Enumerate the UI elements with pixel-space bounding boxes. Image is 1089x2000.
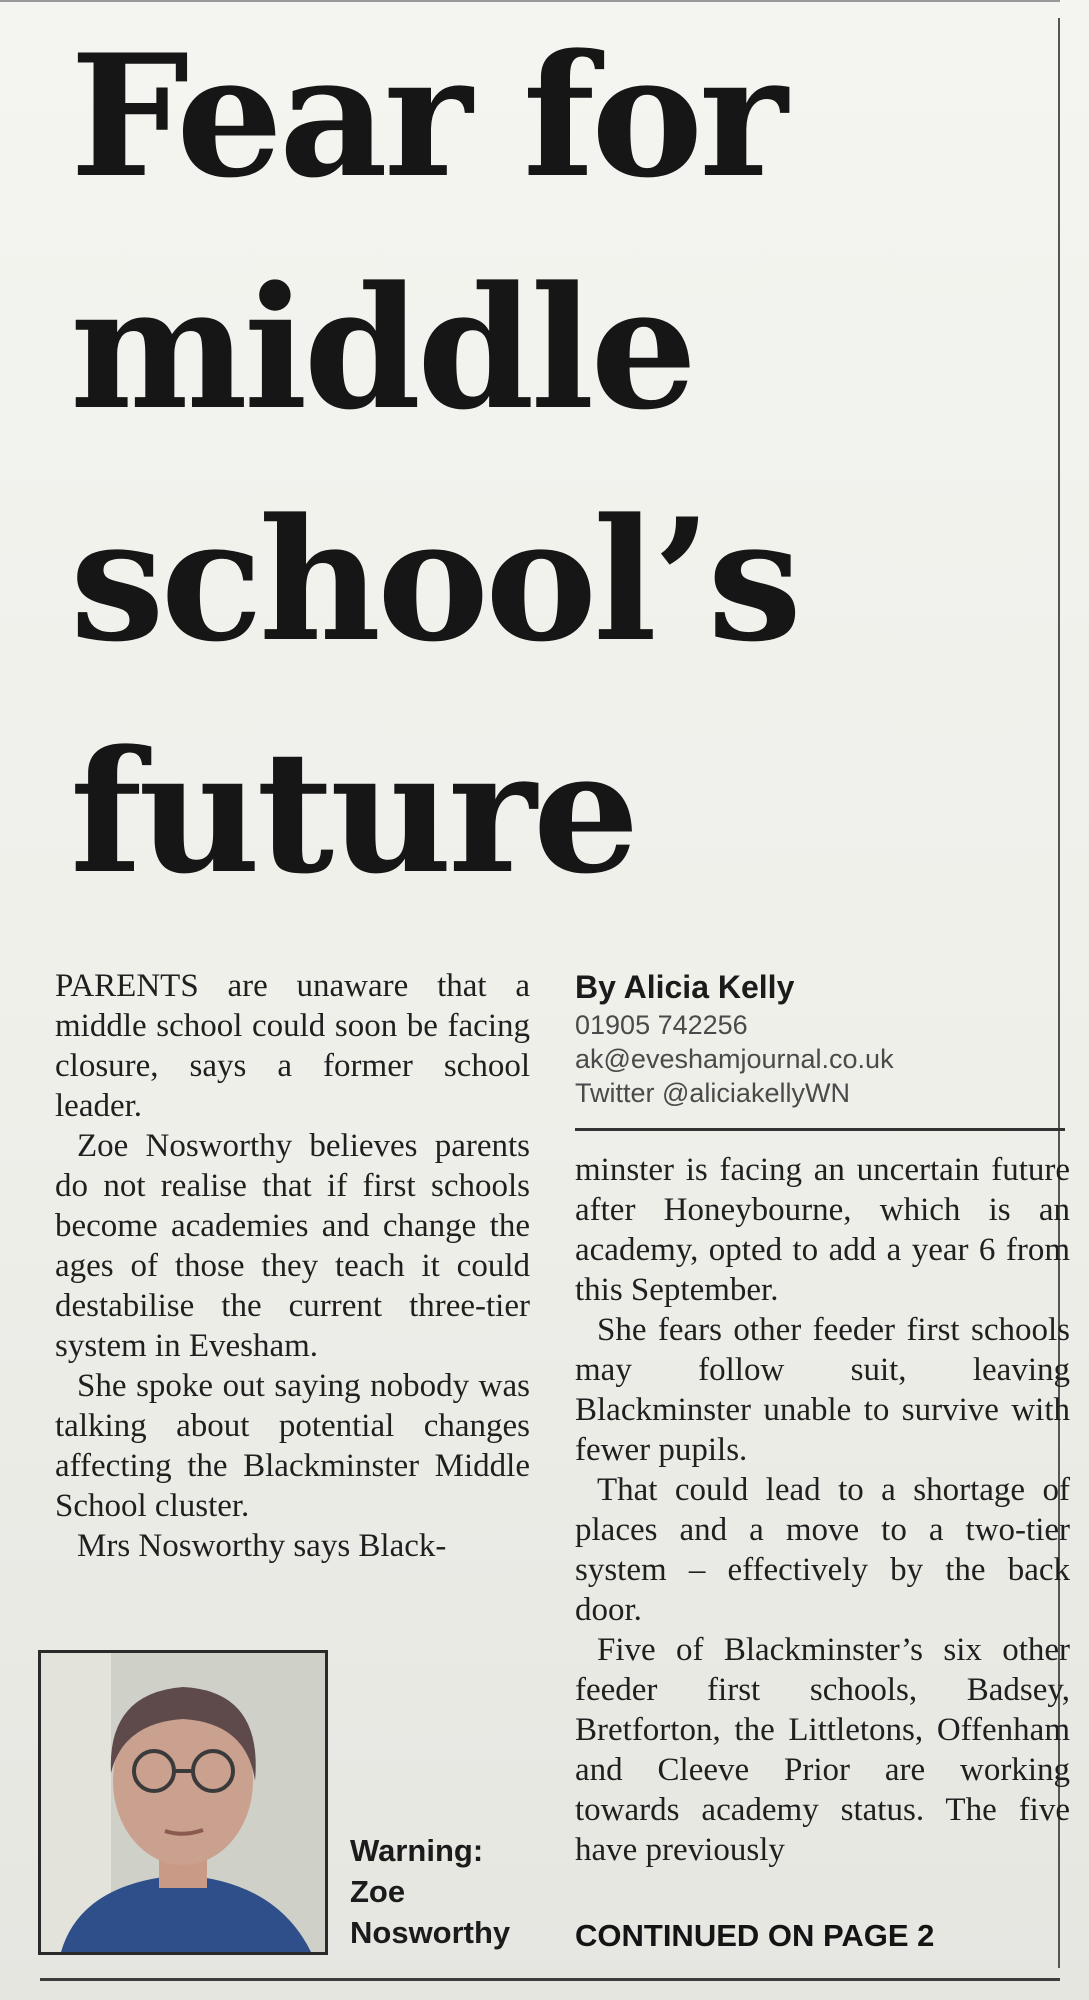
continued-on-page: CONTINUED ON PAGE 2 — [575, 1918, 935, 1953]
article-column-left — [55, 966, 530, 1566]
photo-caption — [350, 1830, 550, 1953]
article-paragraph: She fears other feeder first schools may follow suit, leaving Blackminster unable to survive with fewer pupils. — [575, 1312, 1070, 1468]
byline-phone: 01905 742256 — [575, 1010, 748, 1040]
headline-line-2: middle — [70, 249, 694, 447]
article-paragraph: That could lead to a shortage of places and a move to a two-tier system – effectively by the back door. — [575, 1472, 1070, 1628]
byline-email: ak@eveshamjournal.co.uk — [575, 1044, 894, 1074]
photo-caption-line: Nosworthy — [350, 1915, 511, 1950]
headline-line-4: future — [70, 713, 636, 911]
headline — [70, 0, 1050, 928]
article-paragraph: Mrs Nosworthy says Black- — [77, 1528, 447, 1564]
article-paragraph: She spoke out saying nobody was talking about potential changes affecting the Blackminster Middle School cluster. — [55, 1368, 530, 1524]
photo-caption-line: Zoe — [350, 1874, 406, 1909]
article-paragraph: Five of Blackminster’s six other feeder first schools, Badsey, Bretforton, the Littletons, Offenham and Cleeve Prior are working towards academy status. The five have previously — [575, 1632, 1070, 1868]
article-paragraph: minster is facing an uncertain future after Honeybourne, which is an academy, opted to add a year 6 from this September. — [575, 1152, 1070, 1308]
portrait-illustration — [41, 1653, 325, 1952]
headline-line-3: school’s — [70, 481, 799, 679]
byline — [575, 966, 1055, 1110]
bottom-border — [40, 1978, 1060, 1981]
article-column-right — [575, 1150, 1070, 1870]
portrait-photo — [38, 1650, 328, 1955]
byline-twitter: Twitter @aliciakellyWN — [575, 1078, 850, 1108]
photo-caption-line: Warning: — [350, 1833, 484, 1868]
article-paragraph: Zoe Nosworthy believes parents do not realise that if first schools become academies and change the ages of those they teach it could destabilise the current three-tier system in Evesham. — [55, 1128, 530, 1364]
byline-divider — [575, 1128, 1065, 1131]
byline-author: By Alicia Kelly — [575, 969, 795, 1005]
article-paragraph: PARENTS are unaware that a middle school could soon be facing closure, says a former school leader. — [55, 968, 530, 1124]
headline-line-1: Fear for — [70, 17, 784, 215]
